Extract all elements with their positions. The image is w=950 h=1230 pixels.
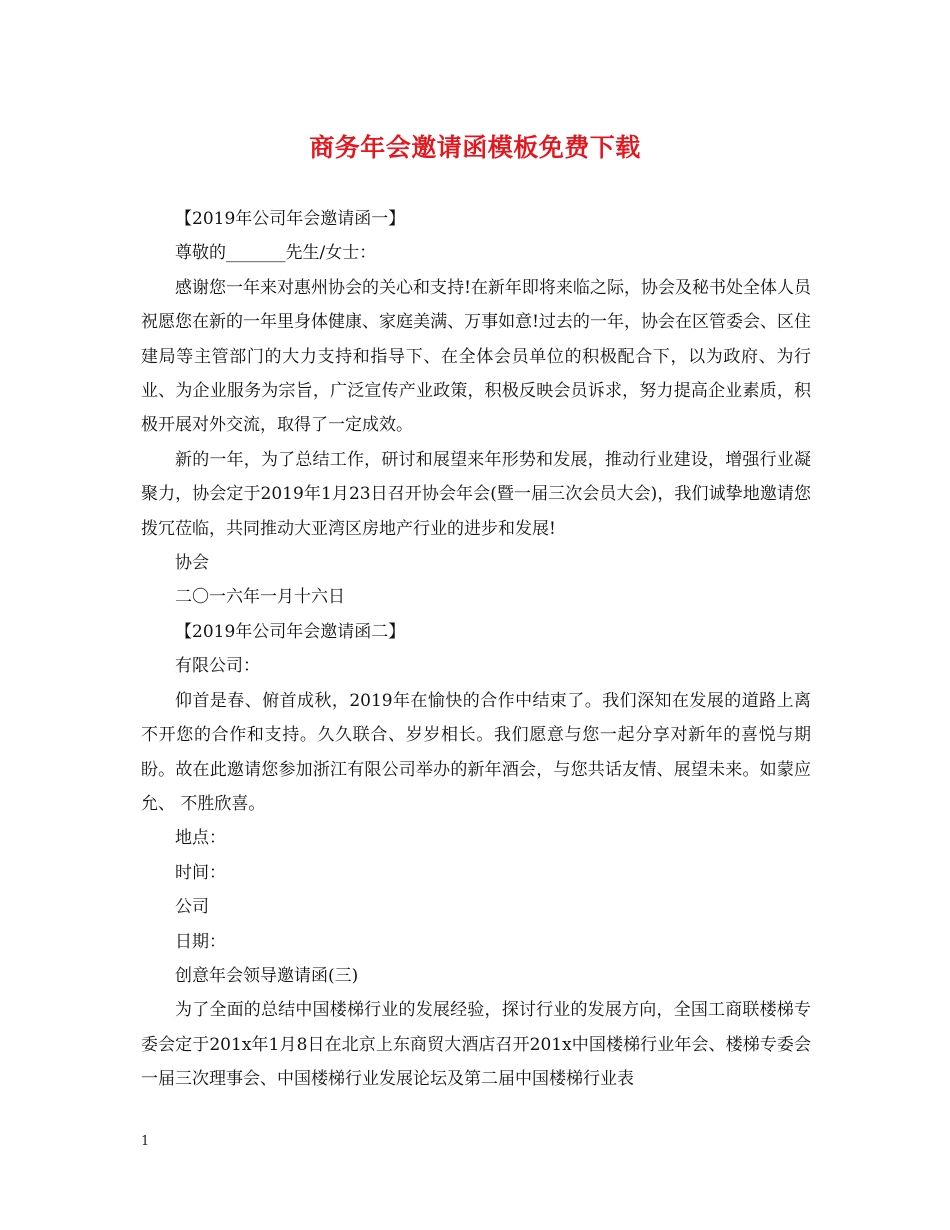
paragraph: 为了全面的总结中国楼梯行业的发展经验，探讨行业的发展方向，全国工商联楼梯专委会定于201x年1月8日在北京上东商贸大酒店召开201x中国楼梯行业年会、楼梯专委会一届三次理事会、中国楼梯行业发展论坛及第二届中国楼梯行业表 xyxy=(141,1000,811,1090)
page-number: 1 xyxy=(141,1134,150,1149)
paragraph: 日期： xyxy=(175,931,226,952)
paragraph: 有限公司： xyxy=(175,656,260,677)
paragraph: 尊敬的_______先生/女士： xyxy=(175,243,377,264)
paragraph: 协会 xyxy=(175,553,209,574)
document-title: 商务年会邀请函模板免费下载 xyxy=(309,133,641,162)
paragraph: 时间： xyxy=(175,862,226,883)
document-body xyxy=(141,202,811,1097)
paragraph: 【2019年公司年会邀请函二】 xyxy=(175,621,406,642)
paragraph: 二〇一六年一月十六日 xyxy=(175,587,345,608)
paragraph: 新的一年，为了总结工作，研讨和展望来年形势和发展，推动行业建设，增强行业凝聚力，协会定于2019年1月23日召开协会年会(暨一届三次会员大会)，我们诚挚地邀请您拨冗莅临，共同推动大亚湾区房地产行业的进步和发展! xyxy=(141,449,811,539)
paragraph: 地点： xyxy=(175,828,226,849)
paragraph: 感谢您一年来对惠州协会的关心和支持!在新年即将来临之际，协会及秘书处全体人员祝愿您在新的一年里身体健康、家庭美满、万事如意!过去的一年，协会在区管委会、区住建局等主管部门的大力支持和指导下、在全体会员单位的积极配合下，以为政府、为行业、为企业服务为宗旨，广泛宣传产业政策，积极反映会员诉求，努力提高企业素质，积极开展对外交流，取得了一定成效。 xyxy=(141,277,811,436)
paragraph: 创意年会领导邀请函(三) xyxy=(175,965,359,986)
paragraph: 公司 xyxy=(175,897,209,918)
paragraph: 仰首是春、俯首成秋，2019年在愉快的合作中结束了。我们深知在发展的道路上离不开您的合作和支持。久久联合、岁岁相长。我们愿意与您一起分享对新年的喜悦与期盼。故在此邀请您参加浙江有限公司举办的新年酒会，与您共话友情、展望未来。如蒙应允、 不胜欣喜。 xyxy=(141,690,811,814)
paragraph: 【2019年公司年会邀请函一】 xyxy=(175,209,406,229)
